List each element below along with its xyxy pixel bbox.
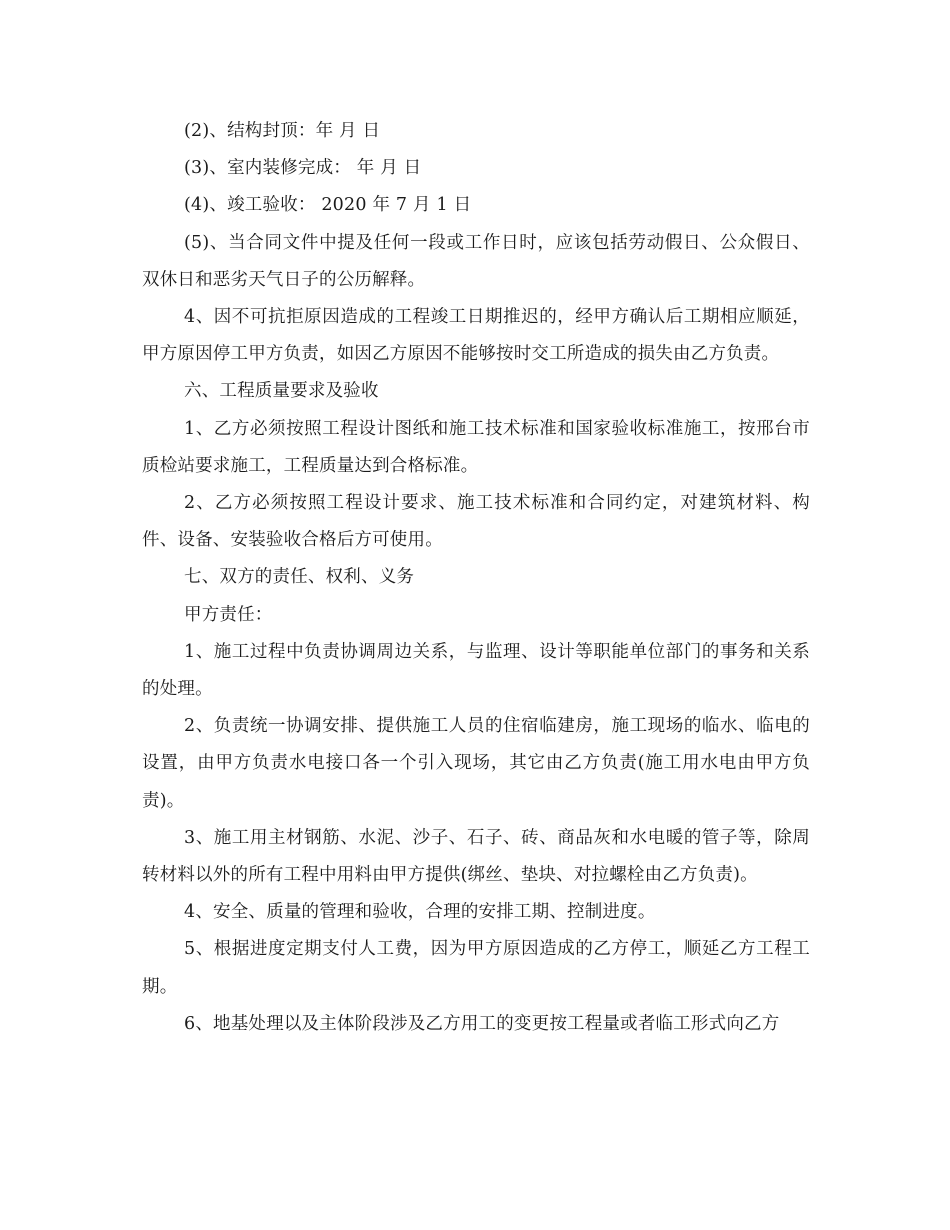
subheading-party-a: 甲方责任： bbox=[184, 604, 273, 625]
paragraph-payment-schedule: 5、根据进度定期支付人工费，因为甲方原因造成的乙方停工，顺延乙方工程工期。 bbox=[142, 939, 810, 997]
paragraph-material-acceptance: 2、乙方必须按照工程设计要求、施工技术标准和合同约定，对建筑材料、构件、设备、安装验收合格后方可使用。 bbox=[142, 493, 810, 551]
paragraph-force-majeure: 4、因不可抗拒原因造成的工程竣工日期推迟的，经甲方确认后工期相应顺延，甲方原因停工甲方负责，如因乙方原因不能够按时交工所造成的损失由乙方负责。 bbox=[142, 307, 810, 365]
paragraph-working-days: (5)、当合同文件中提及任何一段或工作日时，应该包括劳动假日、公众假日、双休日和恶劣天气日子的公历解释。 bbox=[142, 232, 810, 290]
document-body bbox=[142, 113, 810, 1043]
paragraph-safety-quality: 4、安全、质量的管理和验收，合理的安排工期、控制进度。 bbox=[184, 902, 656, 923]
paragraph-materials-supply: 3、施工用主材钢筋、水泥、沙子、石子、砖、商品灰和水电暖的管子等，除周转材料以外的所有工程中用料由甲方提供(绑丝、垫块、对拉螺栓由乙方负责)。 bbox=[142, 827, 810, 886]
paragraph-completion-acceptance: (4)、竣工验收： 2020 年 7 月 1 日 bbox=[184, 195, 472, 216]
paragraph-accommodation-utilities: 2、负责统一协调安排、提供施工人员的住宿临建房，施工现场的临水、临电的设置，由甲方负责水电接口各一个引入现场，其它由乙方负责(施工用水电由甲方负责)。 bbox=[142, 716, 810, 811]
paragraph-foundation-changes: 6、地基处理以及主体阶段涉及乙方用工的变更按工程量或者临工形式向乙方 bbox=[184, 1013, 780, 1034]
paragraph-quality-standard: 1、乙方必须按照工程设计图纸和施工技术标准和国家验收标准施工，按邢台市质检站要求施工，工程质量达到合格标准。 bbox=[142, 418, 810, 476]
paragraph-interior-decoration: (3)、室内装修完成： 年 月 日 bbox=[184, 158, 422, 179]
section-heading-quality: 六、工程质量要求及验收 bbox=[184, 381, 379, 402]
paragraph-coordination: 1、施工过程中负责协调周边关系，与监理、设计等职能单位部门的事务和关系的处理。 bbox=[142, 641, 810, 700]
section-heading-responsibilities: 七、双方的责任、权利、义务 bbox=[184, 567, 415, 588]
paragraph-structure-topping: (2)、结构封顶：年 月 日 bbox=[184, 121, 381, 141]
